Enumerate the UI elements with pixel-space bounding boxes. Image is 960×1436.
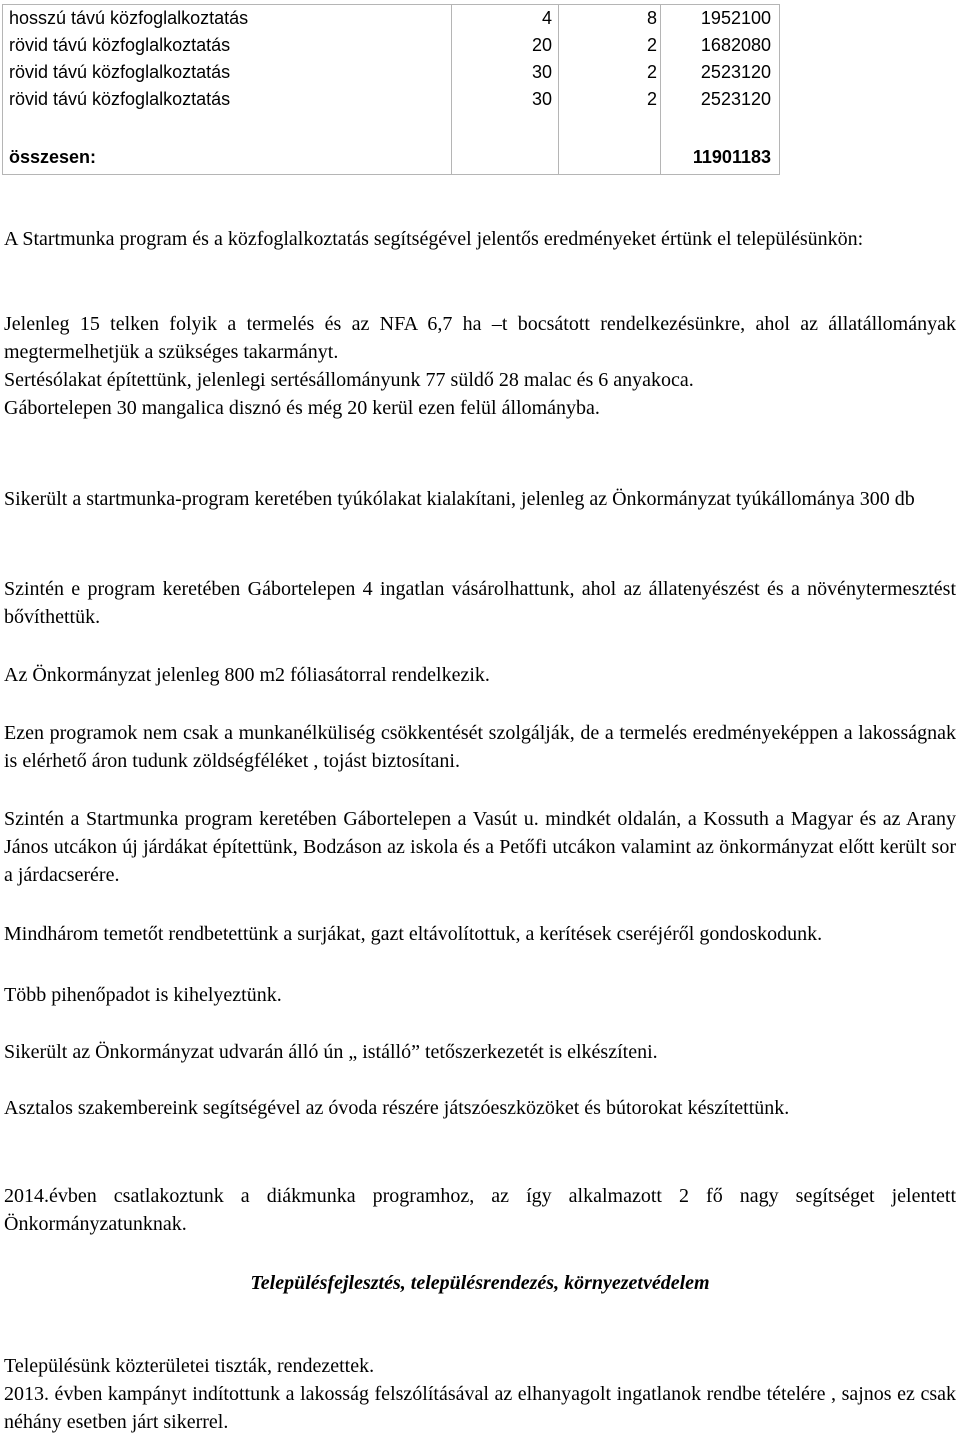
paragraph-kozteruletek: Településünk közterületei tiszták, rendezettek. [4, 1355, 375, 1377]
table-row [3, 86, 780, 113]
section-heading: Településfejlesztés, településrendezés, környezetvédelem [250, 1272, 710, 1294]
paragraph-kampany: 2013. évben kampányt indítottunk a lakosság felszólításával az elhanyagolt ingatlanok rendbe tételére , sajnos ez csak néhány esetben járt sikerrel. [4, 1383, 956, 1433]
table-cell-months: 2 [559, 86, 661, 113]
paragraph-istallo: Sikerült az Önkormányzat udvarán álló ún „ istálló” tetőszerkezetét is elkészíteni. [4, 1041, 658, 1063]
paragraph-diakmunka: 2014.évben csatlakoztunk a diákmunka programhoz, az így alkalmazott 2 fő nagy segítséget jelentett Önkormányzatunknak. [4, 1185, 956, 1235]
paragraph-ingatlan: Szintén e program keretében Gábortelepen 4 ingatlan vásárolhattunk, ahol az állatenyészést és a növénytermesztést bővíthettük. [4, 578, 956, 628]
paragraph-asztalos: Asztalos szakembereink segítségével az óvoda részére játszóeszközöket és bútorokat készítettünk. [4, 1097, 790, 1119]
table-cell-months: 2 [559, 59, 661, 86]
table-cell-sum: 1682080 [661, 32, 780, 59]
paragraph-programok: Ezen programok nem csak a munkanélküliség csökkentését szolgálják, de a termelés eredményeképpen a lakosságnak is elérhető áron tudunk zöldségféléket , tojást biztosítani. [4, 722, 956, 772]
table-cell-count: 30 [452, 59, 559, 86]
paragraph-sertesolak: Sertésólakat építettünk, jelenlegi sertésállományunk 77 süldő 28 malac és 6 anyakoca. [4, 369, 694, 391]
total-value: 11901183 [661, 141, 780, 175]
table-cell-sum: 1952100 [661, 5, 780, 33]
table-cell-name: hosszú távú közfoglalkoztatás [3, 5, 452, 33]
table-row [3, 59, 780, 86]
table-cell-count: 4 [452, 5, 559, 33]
total-label: összesen: [3, 141, 452, 175]
table-spacer-row [3, 113, 780, 141]
table-cell-sum: 2523120 [661, 59, 780, 86]
table-cell-count: 30 [452, 86, 559, 113]
paragraph-jardak: Szintén a Startmunka program keretében Gábortelepen a Vasút u. mindkét oldalán, a Kossuth a Magyar és az Arany János utcákon új járdákat építettünk, Bodzáson az iskola és a Petőfi utcákon valamint az önkormányzat előtt került sor a járdacserére. [4, 808, 956, 886]
table-cell-sum: 2523120 [661, 86, 780, 113]
paragraph-temeto: Mindhárom temetőt rendbetettünk a surjákat, gazt eltávolítottuk, a kerítések cseréjéről gondoskodunk. [4, 923, 823, 945]
employment-table [2, 4, 780, 175]
table-total-row [3, 141, 780, 175]
table-row [3, 5, 780, 33]
table-cell-name: rövid távú közfoglalkoztatás [3, 86, 452, 113]
table-row [3, 32, 780, 59]
table-cell-name: rövid távú közfoglalkoztatás [3, 59, 452, 86]
paragraph-telken: Jelenleg 15 telken folyik a termelés és az NFA 6,7 ha –t bocsátott rendelkezésünkre, ahol az állatállományak megtermelhetjük a szükséges takarmányt. [4, 313, 956, 363]
table-cell-months: 2 [559, 32, 661, 59]
paragraph-mangalica: Gábortelepen 30 mangalica disznó és még 20 kerül ezen felül állományba. [4, 397, 600, 419]
table-cell-months: 8 [559, 5, 661, 33]
paragraph-startmunka-intro: A Startmunka program és a közfoglalkoztatás segítségével jelentős eredményeket értünk el településünkön: [4, 228, 864, 250]
paragraph-tyukolak: Sikerült a startmunka-program keretében tyúkólakat kialakítani, jelenleg az Önkormányzat tyúkállománya 300 db [4, 488, 915, 510]
paragraph-foliasator: Az Önkormányzat jelenleg 800 m2 fóliasátorral rendelkezik. [4, 664, 490, 686]
table-cell-name: rövid távú közfoglalkoztatás [3, 32, 452, 59]
paragraph-pihenopad: Több pihenőpadot is kihelyeztünk. [4, 984, 282, 1006]
table-cell-count: 20 [452, 32, 559, 59]
